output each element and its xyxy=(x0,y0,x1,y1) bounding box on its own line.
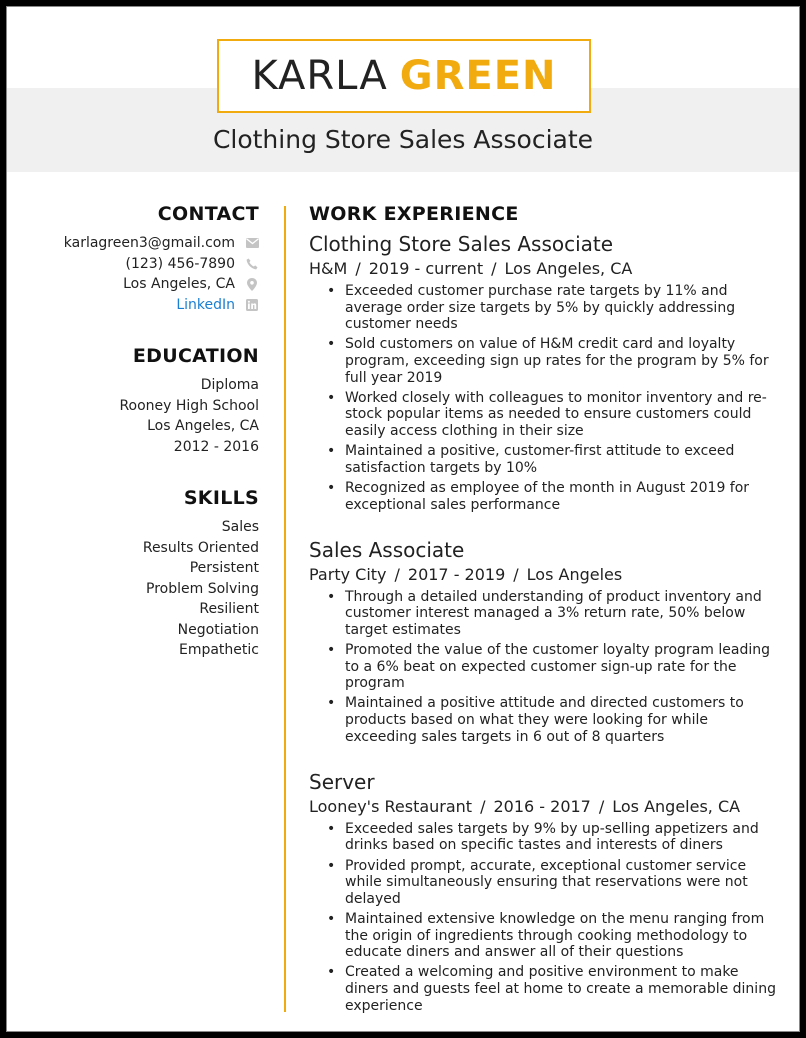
job-meta xyxy=(309,795,779,819)
job-bullet: • Maintained a positive, customer-first attitude to exceed satisfaction targets by 10% xyxy=(327,443,779,476)
job-location: Los Angeles, CA xyxy=(612,796,741,816)
location-text: Los Angeles, CA xyxy=(123,276,235,292)
contact-email xyxy=(19,233,259,254)
skills-list xyxy=(19,517,259,661)
skill-item: Resilient xyxy=(199,601,259,617)
map-pin-icon xyxy=(245,277,259,291)
skill-item: Empathetic xyxy=(178,642,259,658)
education-school: Rooney High School xyxy=(119,397,259,414)
job-bullet: • Maintained extensive knowledge on the menu ranging from the origin of ingredients through cooking methodology to educate diners and answer all of their questions xyxy=(327,911,779,961)
education-degree: Diploma xyxy=(200,377,259,393)
meta-separator: / xyxy=(355,259,361,278)
skills-heading: SKILLS xyxy=(183,487,259,509)
education-details xyxy=(19,375,259,457)
column-divider xyxy=(284,206,286,1012)
job-company: Party City xyxy=(309,564,387,584)
job-company: Looney's Restaurant xyxy=(309,796,473,816)
left-column xyxy=(19,203,259,661)
job-bullets xyxy=(327,589,779,746)
job-entry xyxy=(309,537,779,746)
job-dates: 2017 - 2019 xyxy=(407,564,506,584)
job-bullet: • Exceeded customer purchase rate targets by 11% and average order size targets by 5% by quickly addressing customer needs xyxy=(327,283,779,333)
job-dates: 2016 - 2017 xyxy=(493,796,591,816)
job-meta xyxy=(309,257,779,281)
job-bullets xyxy=(327,821,779,1014)
contact-heading: CONTACT xyxy=(157,203,259,225)
job-location: Los Angeles xyxy=(526,564,623,584)
resume-page xyxy=(6,6,800,1032)
education-years: 2012 - 2016 xyxy=(173,438,259,455)
experience-heading: WORK EXPERIENCE xyxy=(309,203,519,225)
contact-linkedin[interactable] xyxy=(19,295,259,316)
email-text: karlagreen3@gmail.com xyxy=(63,235,235,251)
skill-item: Negotiation xyxy=(177,621,259,638)
contact-phone xyxy=(19,254,259,275)
skill-item: Results Oriented xyxy=(142,539,259,556)
last-name: GREEN xyxy=(399,53,557,99)
job-meta xyxy=(309,563,779,587)
job-bullet: • Through a detailed understanding of product inventory and customer interest managed a 3% return rate, 50% below target estimates xyxy=(327,589,779,639)
first-name: KARLA xyxy=(251,53,388,99)
job-title: Clothing Store Sales Associate xyxy=(309,232,614,256)
job-title: Server xyxy=(309,769,375,794)
phone-text: (123) 456-7890 xyxy=(125,255,235,272)
job-bullet: • Worked closely with colleagues to monitor inventory and re-stock popular items as needed to ensure customers could easily access clothing in their size xyxy=(327,390,779,440)
job-title: Sales Associate xyxy=(309,537,465,562)
job-dates: 2019 - current xyxy=(368,259,484,278)
education-location: Los Angeles, CA xyxy=(147,418,259,434)
skill-item: Problem Solving xyxy=(146,580,259,597)
job-bullet: • Promoted the value of the customer loyalty program leading to a 6% beat on expected customer sign-up rate for the program xyxy=(327,642,779,692)
meta-separator: / xyxy=(394,564,400,584)
job-bullet: • Exceeded sales targets by 9% by up-selling appetizers and drinks based on specific tastes and interests of diners xyxy=(327,821,779,854)
meta-separator: / xyxy=(491,259,497,278)
name-box xyxy=(217,39,591,113)
job-bullet: • Provided prompt, accurate, exceptional customer service while simultaneously ensuring that reservations were not delayed xyxy=(327,858,779,908)
meta-separator: / xyxy=(513,564,519,584)
resume-title: Clothing Store Sales Associate xyxy=(212,125,594,154)
contact-location xyxy=(19,274,259,295)
skill-item: Sales xyxy=(221,519,259,535)
skill-item: Persistent xyxy=(189,560,259,576)
job-bullet: • Sold customers on value of H&M credit card and loyalty program, exceeding sign up rates for the program by 5% for full year 2019 xyxy=(327,336,779,386)
job-bullet: • Created a welcoming and positive environment to make diners and guests feel at home to create a memorable dining experience xyxy=(327,964,779,1014)
job-bullet: • Recognized as employee of the month in August 2019 for exceptional sales performance xyxy=(327,480,779,513)
job-bullets xyxy=(327,283,779,513)
envelope-icon xyxy=(245,236,259,250)
linkedin-link[interactable]: LinkedIn xyxy=(176,296,235,313)
job-bullet: • Maintained a positive attitude and directed customers to products based on what they were looking for while exceeding sales targets in 6 out of 8 quarters xyxy=(327,695,779,745)
job-entry xyxy=(309,231,779,513)
meta-separator: / xyxy=(480,796,486,816)
job-location: Los Angeles, CA xyxy=(504,259,633,278)
meta-separator: / xyxy=(598,796,605,816)
education-heading: EDUCATION xyxy=(132,345,259,367)
linkedin-icon xyxy=(245,298,259,312)
job-company: H&M xyxy=(309,259,348,278)
right-column xyxy=(309,203,779,1018)
job-entry xyxy=(309,769,779,1014)
phone-icon xyxy=(245,257,259,271)
